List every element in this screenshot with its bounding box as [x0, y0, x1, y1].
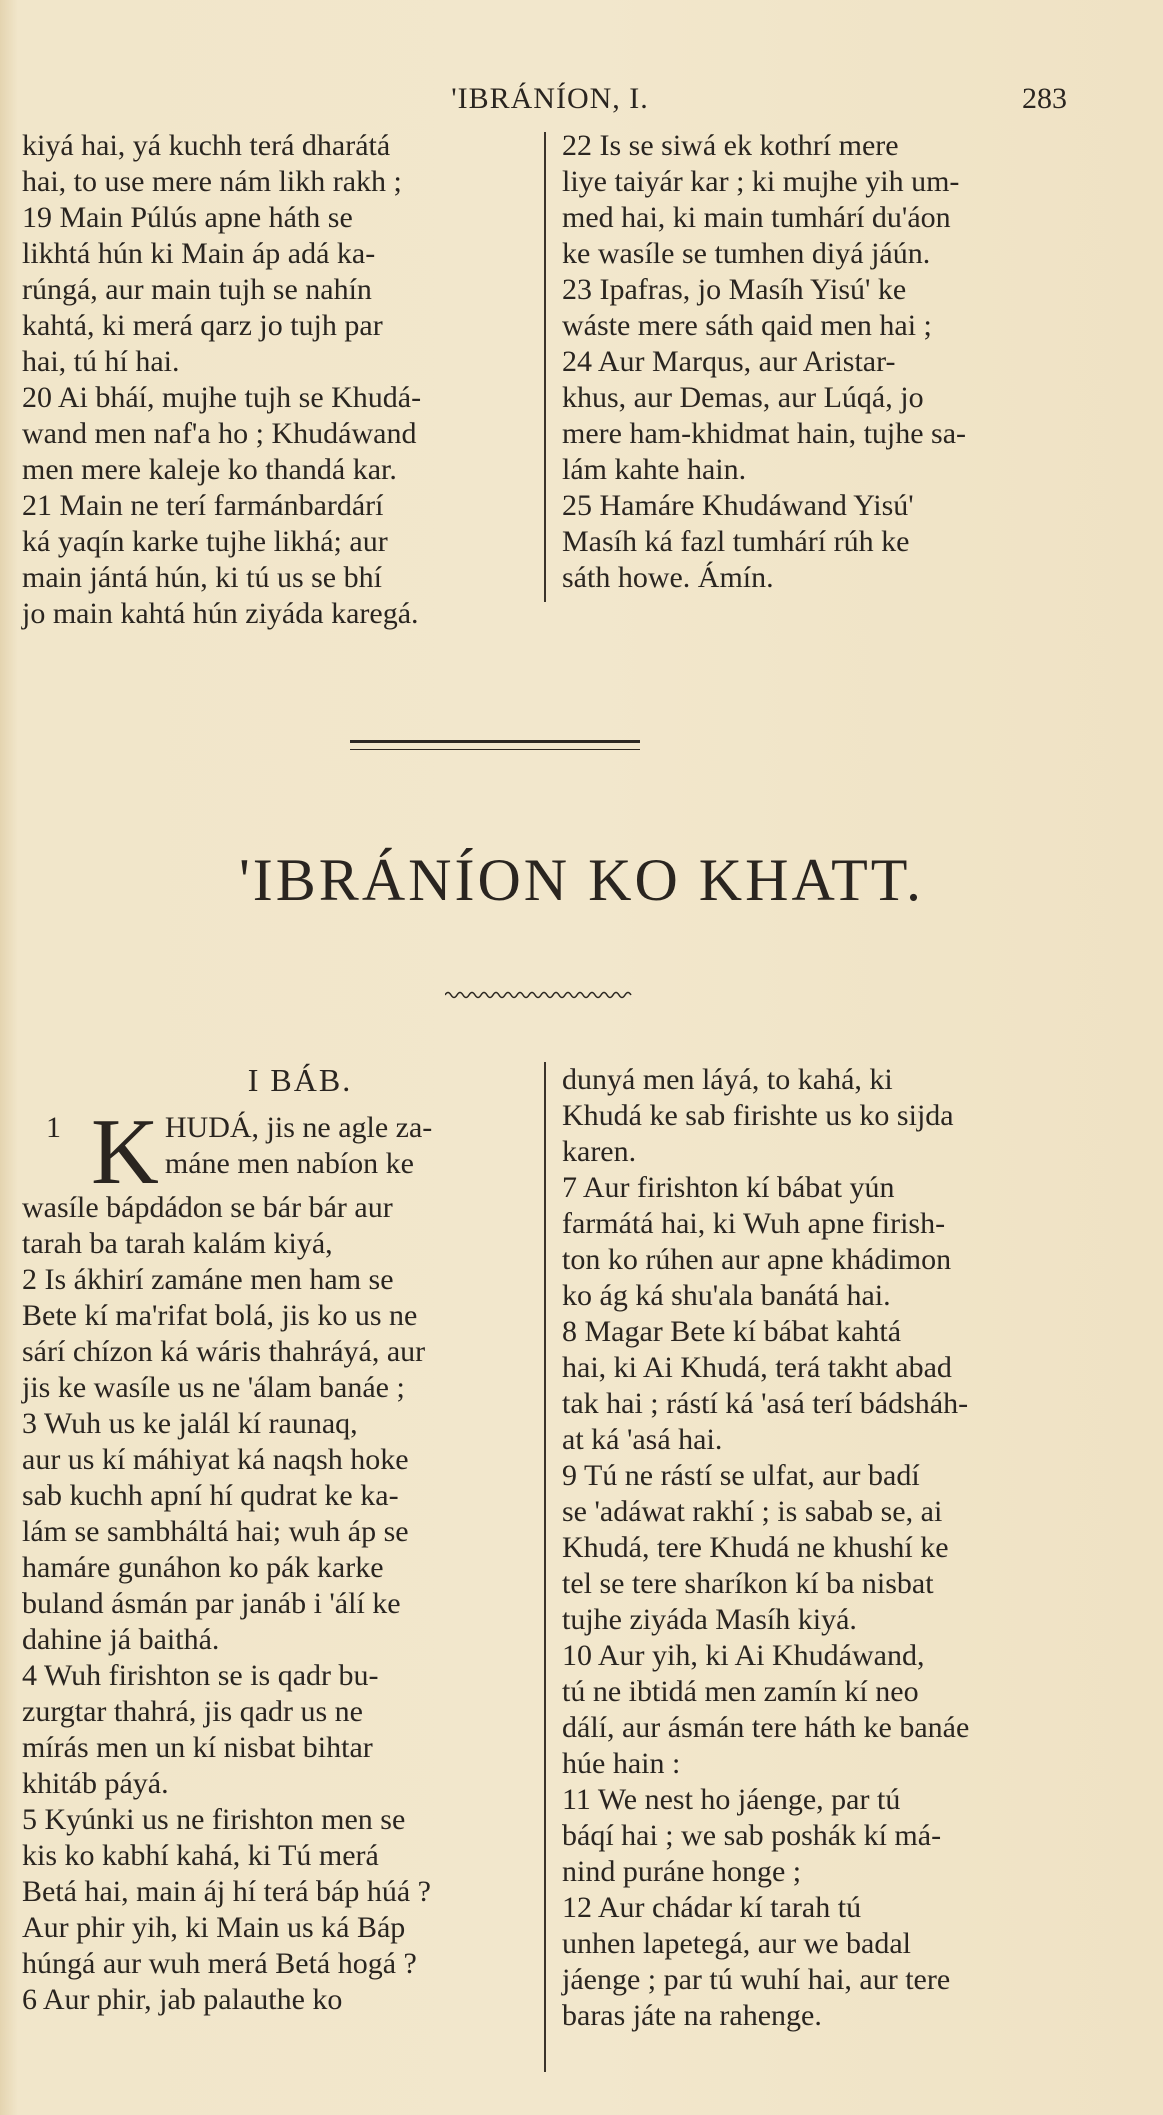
wavy-ornament: [445, 990, 635, 1000]
top-left-column: [22, 128, 530, 632]
text-line: farmátá hai, ki Wuh apne firish-: [562, 1207, 946, 1240]
text-line: med hai, ki main tumhárí du'áon: [562, 201, 951, 234]
page-header: [0, 82, 1163, 122]
text-line: lám kahte hain.: [562, 453, 747, 486]
page-number: 283: [1022, 82, 1067, 115]
text-line: kis ko kabhí kahá, ki Tú merá: [22, 1839, 379, 1872]
text-line: mírás men un kí nisbat bihtar: [22, 1731, 373, 1764]
book-title: 'IBRÁNÍON KO KHATT.: [239, 847, 924, 913]
text-line: 12 Aur chádar kí tarah tú: [562, 1891, 862, 1924]
text-line: mere ham-khidmat hain, tujhe sa-: [562, 417, 967, 450]
text-line: 20 Ai bháí, mujhe tujh se Khudá-: [22, 381, 422, 414]
text-line: dálí, aur ásmán tere háth ke banáe: [562, 1711, 970, 1744]
text-line: liye taiyár kar ; ki mujhe yih um-: [562, 165, 960, 198]
text-line: men mere kaleje ko thandá kar.: [22, 453, 397, 486]
chapter-heading: I BÁB.: [247, 1062, 353, 1098]
text-line: 24 Aur Marqus, aur Aristar-: [562, 345, 896, 378]
text-line: wáste mere sáth qaid men hai ;: [562, 309, 932, 342]
text-line: máne men nabíon ke: [164, 1147, 414, 1180]
text-line: buland ásmán par janáb i 'álí ke: [22, 1587, 401, 1620]
text-line: khus, aur Demas, aur Lúqá, jo: [562, 381, 924, 414]
text-line: lám se sambháltá hai; wuh áp se: [22, 1515, 409, 1548]
text-line: main jántá hún, ki tú us se bhí: [22, 561, 382, 594]
text-line: dahine já baithá.: [22, 1623, 220, 1656]
text-line: jo main kahtá hún ziyáda karegá.: [22, 597, 419, 630]
text-line: húe hain :: [562, 1747, 681, 1780]
text-line: Aur phir yih, ki Main us ká Báp: [22, 1911, 406, 1944]
text-line: karen.: [562, 1135, 637, 1168]
text-line: báqí hai ; we sab poshák kí má-: [562, 1819, 942, 1852]
text-line: Khudá, tere Khudá ne khushí ke: [562, 1531, 949, 1564]
text-line: nind puráne honge ;: [562, 1855, 802, 1888]
text-line: jis ke wasíle us ne 'álam banáe ;: [22, 1371, 405, 1404]
text-line: sáth howe. Ámín.: [562, 561, 774, 594]
bottom-left-column: [22, 1100, 530, 2018]
text-line: Masíh ká fazl tumhárí rúh ke: [562, 525, 910, 558]
text-line: tak hai ; rástí ká 'asá terí bádsháh-: [562, 1387, 969, 1420]
text-line: Khudá ke sab firishte us ko sijda: [562, 1099, 954, 1132]
text-line: 6 Aur phir, jab palauthe ko: [22, 1983, 343, 2016]
bottom-right-column: [562, 1062, 1066, 2034]
text-line: 4 Wuh firishton se is qadr bu-: [22, 1659, 379, 1692]
text-line: 2 Is ákhirí zamáne men ham se: [22, 1263, 394, 1296]
text-line: 3 Wuh us ke jalál kí raunaq,: [22, 1407, 358, 1440]
text-line: 7 Aur firishton kí bábat yún: [562, 1171, 895, 1204]
text-line: se 'adáwat rakhí ; is sabab se, ai: [562, 1495, 943, 1528]
text-line: Bete kí ma'rifat bolá, jis ko us ne: [22, 1299, 418, 1332]
text-line: jáenge ; par tú wuhí hai, aur tere: [562, 1963, 951, 1996]
text-line: hai, tú hí hai.: [22, 345, 180, 378]
text-line: kiyá hai, yá kuchh terá dharátá: [22, 129, 391, 162]
text-line: 25 Hamáre Khudáwand Yisú': [562, 489, 914, 522]
text-line: hamáre gunáhon ko pák karke: [22, 1551, 384, 1584]
text-line: aur us kí máhiyat ká naqsh hoke: [22, 1443, 409, 1476]
text-line: Betá hai, main áj hí terá báp húá ?: [22, 1875, 431, 1908]
text-line: ko ág ká shu'ala banátá hai.: [562, 1279, 891, 1312]
section-rule: [350, 740, 640, 750]
text-line: 5 Kyúnki us ne firishton men se: [22, 1803, 406, 1836]
text-line: sárí chízon ká wáris thahráyá, aur: [22, 1335, 426, 1368]
text-line: hai, ki Ai Khudá, terá takht abad: [562, 1351, 952, 1384]
text-line: 21 Main ne terí farmánbardárí: [22, 489, 384, 522]
text-line: kahtá, ki merá qarz jo tujh par: [22, 309, 383, 342]
text-line: 23 Ipafras, jo Masíh Yisú' ke: [562, 273, 907, 306]
top-right-column: [562, 128, 1066, 596]
text-line: ká yaqín karke tujhe likhá; aur: [22, 525, 388, 558]
text-line: húngá aur wuh merá Betá hogá ?: [22, 1947, 417, 1980]
text-line: dunyá men láyá, to kahá, ki: [562, 1063, 893, 1096]
text-line: ton ko rúhen aur apne khádimon: [562, 1243, 952, 1276]
text-line: wand men naf'a ho ; Khudáwand: [22, 417, 417, 450]
text-line: unhen lapetegá, aur we badal: [562, 1927, 911, 1960]
text-line: hai, to use mere nám likh rakh ;: [22, 165, 402, 198]
text-line: 8 Magar Bete kí bábat kahtá: [562, 1315, 902, 1348]
verse-number: 1: [46, 1111, 61, 1144]
text-line: 19 Main Púlús apne háth se: [22, 201, 353, 234]
text-line: 22 Is se siwá ek kothrí mere: [562, 129, 899, 162]
verse-1-opening: [22, 1100, 530, 1204]
text-line: sab kuchh apní hí qudrat ke ka-: [22, 1479, 399, 1512]
column-divider: [544, 132, 546, 602]
running-title: 'IBRÁNÍON, I.: [451, 82, 649, 115]
text-line: zurgtar thahrá, jis qadr us ne: [22, 1695, 364, 1728]
text-line: 9 Tú ne rástí se ulfat, aur badí: [562, 1459, 920, 1492]
text-line: baras játe na rahenge.: [562, 1999, 822, 2032]
drop-cap: K: [91, 1100, 159, 1204]
text-line: tel se tere sharíkon kí ba nisbat: [562, 1567, 934, 1600]
column-divider: [544, 1062, 546, 2072]
text-line: 11 We nest ho jáenge, par tú: [562, 1783, 901, 1816]
text-line: ke wasíle se tumhen diyá jáún.: [562, 237, 931, 270]
text-line: likhtá hún ki Main áp adá ka-: [22, 237, 376, 270]
text-line: 10 Aur yih, ki Ai Khudáwand,: [562, 1639, 925, 1672]
text-line: tú ne ibtidá men zamín kí neo: [562, 1675, 919, 1708]
text-line: at ká 'asá hai.: [562, 1423, 723, 1456]
text-line: rúngá, aur main tujh se nahín: [22, 273, 372, 306]
text-line: khitáb páyá.: [22, 1767, 169, 1800]
text-line: tarah ba tarah kalám kiyá,: [22, 1227, 333, 1260]
text-line: HUDÁ, jis ne agle za-: [164, 1111, 433, 1144]
text-line: wasíle bápdádon se bár bár aur: [22, 1191, 393, 1224]
text-line: tujhe ziyáda Masíh kiyá.: [562, 1603, 857, 1636]
